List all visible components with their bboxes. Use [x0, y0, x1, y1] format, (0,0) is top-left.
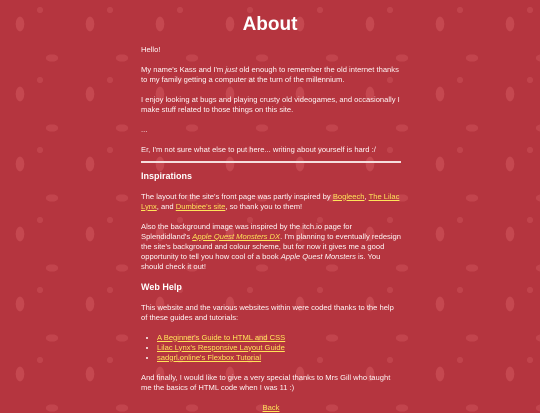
flexbox-tutorial-link[interactable]: sadgrl.online's Flexbox Tutorial [157, 352, 262, 362]
bg-text-mid: . I'm planning to eventually redesign the site's background and colour scheme, but for now it gives me a good opportunity to tell you how cool of a book [141, 231, 401, 261]
layout-sep-2: , and [156, 201, 176, 211]
bg-text-end: is. You should check it out! [141, 251, 381, 271]
layout-text: The layout for the site's front page was partly inspired by [141, 191, 333, 201]
book-title: Apple Quest Monsters [280, 251, 356, 261]
layout-text-end: , so thank you to them! [225, 201, 303, 211]
inspirations-layout-paragraph [141, 192, 401, 212]
hobbies-paragraph: I enjoy looking at bugs and playing crusty old videogames, and occasionally I make stuff related to those things on this site. [141, 95, 400, 114]
intro-text: My name's Kass and I'm [141, 65, 226, 74]
layout-sep-1: , [364, 191, 369, 201]
bogleech-link[interactable]: Bogleech [332, 191, 365, 201]
apple-quest-link-label: Apple Quest Monsters DX [192, 231, 281, 241]
list-item [157, 353, 401, 363]
greeting-text: Hello! [141, 45, 161, 54]
closing-remark: Er, I'm not sure what else to put here... writing about yourself is hard :/ [141, 145, 376, 154]
intro-paragraph [141, 65, 401, 85]
responsive-layout-guide-link[interactable]: Lilac Lynx's Responsive Layout Guide [157, 342, 285, 352]
lilac-lynx-link[interactable]: The Lilac Lynx [141, 191, 400, 211]
html-css-guide-link[interactable]: A Beginner's Guide to HTML and CSS [157, 332, 286, 342]
page-title: About [242, 14, 298, 35]
apple-quest-link[interactable] [192, 232, 280, 241]
list-item [157, 343, 401, 353]
webhelp-heading: Web Help [141, 281, 182, 292]
inspirations-bg-paragraph [141, 222, 401, 272]
intro-emphasis: just [225, 65, 238, 74]
inspirations-heading: Inspirations [141, 170, 193, 181]
about-content [141, 45, 401, 413]
back-link[interactable]: Back [262, 402, 280, 412]
bg-text: Also the background image was inspired by the itch.io page for Splendidland's [141, 221, 353, 241]
ellipsis-text: ... [141, 125, 148, 134]
guides-list [141, 333, 401, 363]
list-item [157, 333, 401, 343]
divider [141, 161, 401, 163]
thanks-paragraph: And finally, I would like to give a very special thanks to Mrs Gill who taught me the basics of HTML code when I was 11 :) [141, 372, 391, 392]
webhelp-intro: This website and the various websites within were coded thanks to the help of these guides and tutorials: [141, 302, 394, 322]
dumbiee-link[interactable]: Dumbiee's site [175, 201, 226, 211]
intro-text-end: old enough to remember the old internet thanks to my family getting a computer at the turn of the millennium. [141, 65, 399, 84]
